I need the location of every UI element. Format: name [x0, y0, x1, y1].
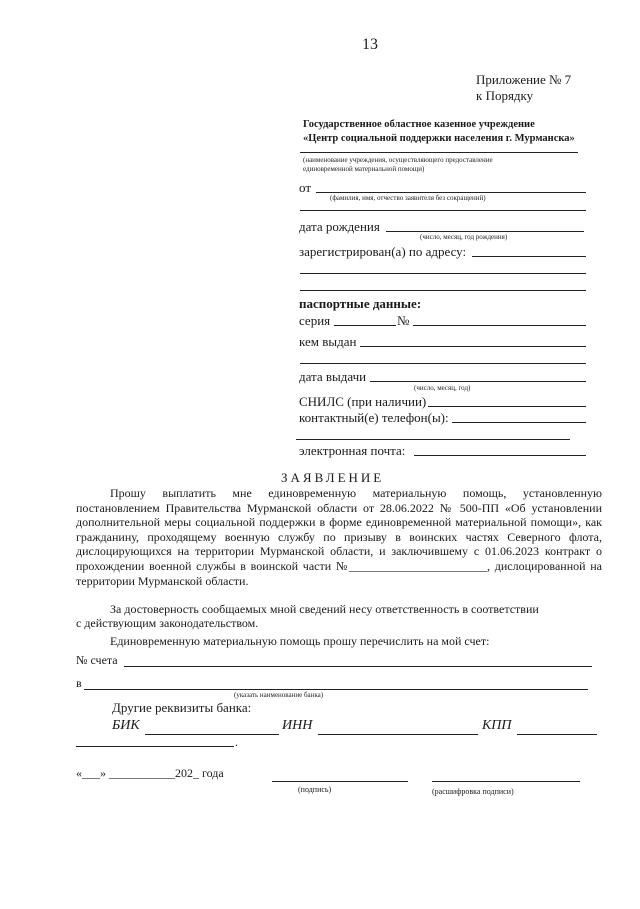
- statement-line: Мурманской области, и заключившему с 01.06.2023 контракт о прохождении военной: [76, 544, 602, 573]
- signature-caption: (подпись): [298, 785, 332, 794]
- statement-line: постановлением Правительства Мурманской области от 28.06.2022 № 500-ПП: [76, 500, 500, 515]
- birth-date-field[interactable]: [386, 231, 584, 232]
- phone-field[interactable]: [452, 422, 586, 423]
- phone-label: контактный(е) телефон(ы):: [299, 410, 449, 425]
- issue-date-caption: (число, месяц, год): [414, 384, 471, 392]
- other-requisites-heading: Другие реквизиты банка:: [112, 700, 252, 715]
- bank-in-label: в: [76, 676, 82, 690]
- applicant-name-field[interactable]: [316, 192, 586, 193]
- snils-label: СНИЛС (при наличии): [299, 394, 427, 409]
- address-field[interactable]: [472, 256, 586, 257]
- bik-label: БИК: [112, 718, 140, 733]
- statement-line: Прошу выплатить мне единовременную материальную помощь, установленную: [110, 486, 602, 500]
- account-field[interactable]: [124, 666, 592, 667]
- institution-caption-line2: единовременной материальной помощи): [303, 165, 425, 173]
- address-field-3[interactable]: [300, 290, 586, 291]
- statement-body: [76, 486, 602, 588]
- institution-underline: [300, 152, 578, 153]
- issue-date-label: дата выдачи: [299, 369, 367, 384]
- address-label: зарегистрирован(а) по адресу:: [299, 244, 467, 259]
- applicant-name-field-2[interactable]: [300, 210, 586, 211]
- email-label: электронная почта:: [299, 443, 406, 458]
- kpp-label: КПП: [482, 718, 512, 733]
- bik-field[interactable]: [145, 734, 279, 735]
- institution-name-line2: «Центр социальной поддержки населения г. Мурманска»: [303, 133, 575, 144]
- snils-field[interactable]: [428, 406, 586, 407]
- statement-line: по призыву в воинских частях Северного флота, дислоцирующихся на территории: [76, 529, 602, 559]
- statement-line: единовременной материальной помощи», как гражданину, проходящему военную службу: [76, 515, 603, 544]
- bank-name-caption: (указать наименование банка): [234, 691, 324, 699]
- email-field[interactable]: [414, 455, 586, 456]
- issued-by-label: кем выдан: [299, 334, 357, 349]
- bank-end-mark: .: [235, 735, 238, 749]
- statement-line: службы в воинской части №_______________________, дислоцированной на территории: [76, 558, 602, 588]
- institution-name-line1: Государственное областное казенное учреждение: [303, 119, 535, 130]
- bank-name-field[interactable]: [84, 689, 588, 690]
- passport-series-field[interactable]: [334, 325, 396, 326]
- inn-field[interactable]: [318, 734, 478, 735]
- phone-field-2[interactable]: [296, 439, 570, 440]
- birth-date-caption: (число, месяц, год рождения): [420, 233, 508, 241]
- account-label: № счета: [76, 653, 118, 667]
- kpp-field[interactable]: [517, 734, 597, 735]
- issue-date-field[interactable]: [370, 381, 586, 382]
- inn-label: ИНН: [282, 718, 313, 733]
- from-label: от: [299, 180, 312, 195]
- appendix-reference: к Порядку: [476, 88, 534, 103]
- statement-title: ЗАЯВЛЕНИЕ: [281, 470, 385, 485]
- responsibility-line2: с действующим законодательством.: [76, 616, 259, 630]
- passport-heading: паспортные данные:: [299, 296, 422, 311]
- issued-by-field-2[interactable]: [300, 363, 586, 364]
- signature-decode-caption: (расшифровка подписи): [432, 787, 514, 796]
- passport-series-label: серия: [299, 313, 331, 328]
- appendix-number: Приложение № 7: [476, 72, 572, 87]
- signature-field[interactable]: [272, 781, 408, 782]
- birth-date-label: дата рождения: [299, 219, 380, 234]
- statement-line: Мурманской области.: [137, 573, 249, 588]
- passport-number-label: №: [397, 313, 410, 328]
- transfer-line: Единовременную материальную помощь прошу перечислить на мой счет:: [110, 634, 490, 648]
- signature-date: «___» ___________202_ года: [76, 766, 224, 780]
- signature-decode-field[interactable]: [432, 781, 580, 782]
- page-number: 13: [362, 36, 378, 53]
- bank-extra-field[interactable]: [76, 746, 234, 747]
- responsibility-line1: За достоверность сообщаемых мной сведений несу ответственность в соответствии: [110, 602, 539, 616]
- issued-by-field[interactable]: [360, 346, 586, 347]
- passport-number-field[interactable]: [413, 325, 586, 326]
- statement-line: «Об установлении дополнительной меры социальной поддержки в форме: [76, 500, 603, 530]
- institution-caption-line1: (наименование учреждения, осуществляющего предоставление: [303, 156, 493, 164]
- address-field-2[interactable]: [300, 273, 586, 274]
- applicant-name-caption: (фамилия, имя, отчество заявителя без сокращений): [330, 194, 486, 202]
